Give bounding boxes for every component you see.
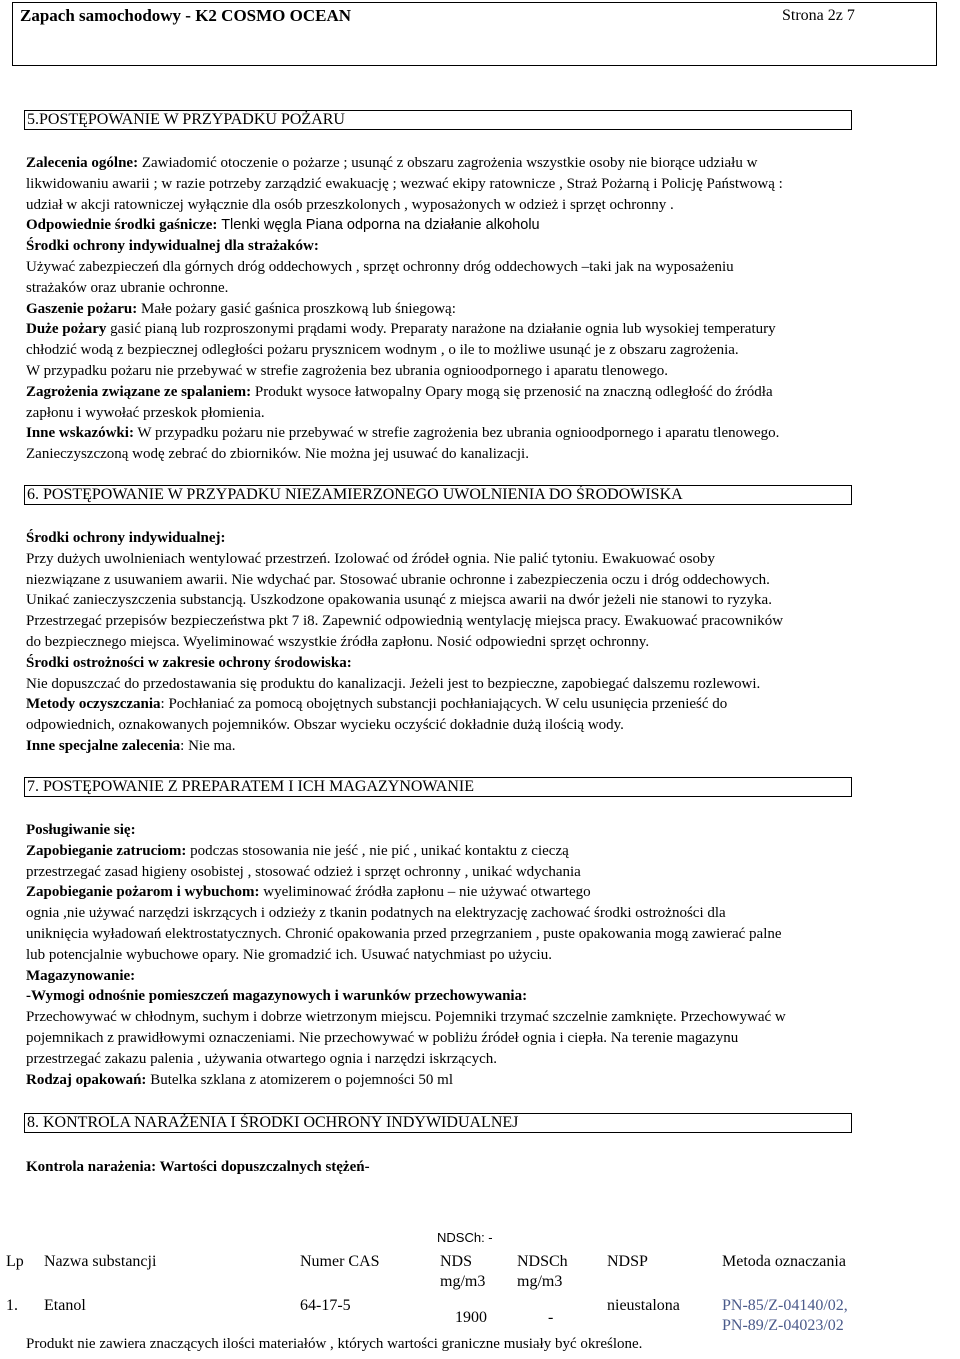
col-nds-unit: mg/m3 xyxy=(440,1273,486,1290)
section-7-heading: 7. POSTĘPOWANIE Z PREPARATEM I ICH MAGAZYNOWANIE xyxy=(24,777,852,797)
table-footer-note: Produkt nie zawiera znaczących ilości materiałów , których wartości graniczne musiały być określone. xyxy=(26,1336,643,1352)
text: : Pochłaniać za pomocą obojętnych substancji pochłaniających. W celu usunięcia przenieść do xyxy=(160,696,728,713)
text: gasić pianą lub rozproszonymi prądami wody. Preparaty narażone na działanie ognia lub wysokiej temperatury xyxy=(106,321,776,338)
text: Przy dużych uwolnieniach wentylować przestrzeń. Izolować od źródeł ognia. Nie palić tytoniu. Ewakuować osoby xyxy=(26,550,715,567)
text: Używać zabezpieczeń dla górnych dróg oddechowych , sprzęt ochronny dróg oddechowych –taki jak na wyposażeniu xyxy=(26,258,734,275)
label: Zapobieganie pożarom i wybuchom: xyxy=(26,884,260,901)
page-number: Strona 2z 7 xyxy=(782,7,855,24)
section-7-body xyxy=(26,820,951,1090)
row-cas: 64-17-5 xyxy=(300,1297,351,1314)
label: Kontrola narażenia: Wartości dopuszczalnych stężeń- xyxy=(26,1159,370,1175)
text: Tlenki węgla Piana odporna na działanie alkoholu xyxy=(217,217,540,234)
col-lp: Lp xyxy=(6,1253,24,1270)
text: Unikać zanieczyszczenia substancją. Uszkodzone opakowania usunąć z miejsca awarii na dwór jeżeli nie stanowi to ryzyka. xyxy=(26,592,772,609)
section-5-body xyxy=(26,153,951,465)
row-method-2: PN-89/Z-04023/02 xyxy=(722,1317,844,1334)
col-nds: NDS xyxy=(440,1253,473,1270)
label: Inne wskazówki: xyxy=(26,425,134,442)
text: Małe pożary gasić gaśnica proszkową lub śniegową: xyxy=(137,300,456,317)
text: pojemnikach z prawidłowymi oznaczeniami. Nie przechowywać w pobliżu źródeł ognia i ciepła. Na terenie magazynu xyxy=(26,1029,739,1046)
text: Zawiadomić otoczenie o pożarze ; usunąć z obszaru zagrożenia wszystkie osoby nie biorące udziału w xyxy=(138,155,758,171)
ndsch-header-note: NDSCh: - xyxy=(437,1230,493,1245)
label: Zagrożenia związane ze spalaniem: xyxy=(26,383,252,400)
col-ndsch: NDSCh xyxy=(517,1253,568,1270)
text: W przypadku pożaru nie przebywać w strefie zagrożenia bez ubrania ognioodpornego i aparatu tlenowego. xyxy=(133,425,780,442)
text: przestrzegać zakazu palenia , używania otwartego ognia i narzędzi iskrzących. xyxy=(26,1050,497,1067)
text: wyeliminować źródła zapłonu – nie używać otwartego xyxy=(259,884,591,901)
text: do bezpiecznego miejsca. Wyeliminować wszystkie źródła zapłonu. Nosić odpowiedni sprzęt ochronny. xyxy=(26,633,650,650)
text: strażaków oraz ubranie ochronne. xyxy=(26,279,229,296)
label: Inne specjalne zalecenia xyxy=(26,737,181,754)
text: lub potencjalnie wybuchowe opary. Nie gromadzić ich. Usuwać natychmiast po użyciu. xyxy=(26,946,552,963)
section-8-heading: 8. KONTROLA NARAŻENIA I ŚRODKI OCHRONY INDYWIDUALNEJ xyxy=(24,1113,852,1133)
text: Przestrzegać przepisów bezpieczeństwa pkt 7 i8. Zapewnić odpowiednią wentylację miejsca pracy. Ewakuować pracowników xyxy=(26,613,784,630)
row-name: Etanol xyxy=(44,1297,86,1314)
text: Zanieczyszczoną wodę zebrać do zbiorników. Nie można jej usuwać do kanalizacji. xyxy=(26,446,529,463)
label: Zapobieganie zatruciom: xyxy=(26,842,187,859)
text: Nie dopuszczać do przedostawania się produktu do kanalizacji. Jeżeli jest to bezpieczne, zapobiegać dalszemu rozlewowi. xyxy=(26,675,761,692)
label: Środki ostrożności w zakresie ochrony środowiska: xyxy=(26,654,352,671)
label: Odpowiednie środki gaśnicze: xyxy=(26,217,218,234)
section-8-body xyxy=(26,1157,951,1178)
row-lp: 1. xyxy=(6,1297,18,1314)
section-6-heading: 6. POSTĘPOWANIE W PRZYPADKU NIEZAMIERZONEGO UWOLNIENIA DO ŚRODOWISKA xyxy=(24,485,852,505)
label: Duże pożary xyxy=(26,321,107,338)
row-ndsp: nieustalona xyxy=(607,1297,680,1314)
text: chłodzić wodą z bezpiecznej odległości pożaru prysznicem wodnym , o ile to możliwe usunąć je z obszaru zagrożenia. xyxy=(26,342,739,359)
text: : Nie ma. xyxy=(180,737,236,754)
row-method-1: PN-85/Z-04140/02, xyxy=(722,1297,848,1314)
text: odpowiednich, oznakowanych pojemników. Obszar wycieku oczyścić dokładnie dużą ilością wody. xyxy=(26,717,624,734)
text: ognia ,nie używać narzędzi iskrzących i odzieży z tkanin podatnych na elektryzację zachować środki ostrożności dla xyxy=(26,905,726,922)
text: W przypadku pożaru nie przebywać w strefie zagrożenia bez ubrania ognioodpornego i aparatu tlenowego. xyxy=(26,362,668,379)
text: niezwiązane z usuwaniem awarii. Nie wdychać par. Stosować ubranie ochronne i zabezpieczenia oczu i dróg oddechowych. xyxy=(26,571,770,588)
document-title: Zapach samochodowy - K2 COSMO OCEAN xyxy=(20,6,352,25)
label: Zalecenia ogólne: xyxy=(26,155,139,171)
row-nds: 1900 xyxy=(455,1309,487,1326)
label: -Wymogi odnośnie pomieszczeń magazynowych i warunków przechowywania: xyxy=(26,988,528,1005)
label: Magazynowanie: xyxy=(26,967,136,984)
text: likwidowaniu awarii ; w razie potrzeby zarządzić ewakuację ; wezwać ekipy ratownicze , Straż Pożarną i Policję Państwową : xyxy=(26,175,783,192)
section-6-body xyxy=(26,528,951,757)
text: przestrzegać zasad higieny osobistej , stosować odzież i sprzęt ochronny , unikać wdychania xyxy=(26,863,581,880)
label: Rodzaj opakowań: xyxy=(26,1071,147,1088)
text: uniknięcia wyładowań elektrostatycznych. Chronić opakowania przed przegrzaniem , puste opakowania mogą zawierać palne xyxy=(26,925,782,942)
text: zapłonu i wywołać przeskok płomienia. xyxy=(26,404,265,421)
text: Produkt wysoce łatwopalny Opary mogą się przenosić na znaczną odległość do źródła xyxy=(251,383,773,400)
label: Gaszenie pożaru: xyxy=(26,300,138,317)
row-ndsch: - xyxy=(548,1309,554,1326)
text: udział w akcji ratowniczej wyłącznie dla osób przeszkolonych , wyposażonych w odzież i sprzęt ochronny . xyxy=(26,196,674,213)
label: Środki ochrony indywidualnej: xyxy=(26,530,226,546)
col-name: Nazwa substancji xyxy=(44,1253,157,1270)
section-5-heading: 5.POSTĘPOWANIE W PRZYPADKU POŻARU xyxy=(24,110,852,130)
label: Środki ochrony indywidualnej dla strażaków: xyxy=(26,238,319,255)
label: Metody oczyszczania xyxy=(26,696,161,713)
col-ndsch-unit: mg/m3 xyxy=(517,1273,563,1290)
col-ndsp: NDSP xyxy=(607,1253,648,1270)
text: Przechowywać w chłodnym, suchym i dobrze wietrzonym miejscu. Pojemniki trzymać szczelnie zamknięte. Przechowywać w xyxy=(26,1009,786,1026)
text: podczas stosowania nie jeść , nie pić , unikać kontaktu z cieczą xyxy=(186,842,569,859)
col-method: Metoda oznaczania xyxy=(722,1253,846,1270)
text: Butelka szklana z atomizerem o pojemności 50 ml xyxy=(146,1071,454,1088)
label: Posługiwanie się: xyxy=(26,822,136,838)
col-cas: Numer CAS xyxy=(300,1253,380,1270)
